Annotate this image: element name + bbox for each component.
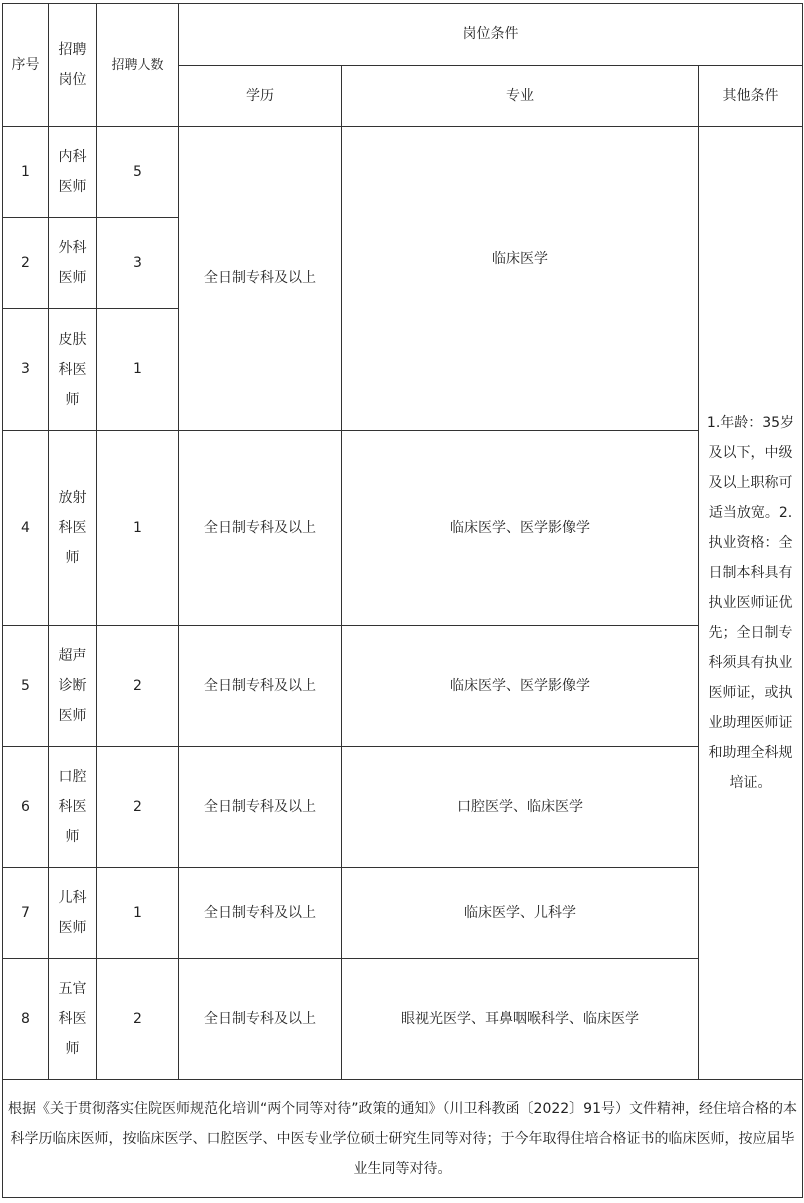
row-seq: 6 bbox=[3, 747, 49, 868]
footnote: 根据《关于贯彻落实住院医师规范化培训“两个同等对待”政策的通知》（川卫科教函〔2022〕91号）文件精神，经住培合格的本科学历临床医师，按临床医学、口腔医学、中医专业学位硕士研究生同等对待；于今年取得住培合格证书的临床医师，按应届毕业生同等对待。 bbox=[3, 1080, 803, 1198]
row-education: 全日制专科及以上 bbox=[179, 431, 342, 626]
row-major: 临床医学、儿科学 bbox=[342, 868, 699, 959]
row-count: 1 bbox=[97, 309, 179, 431]
header-education: 学历 bbox=[179, 66, 342, 127]
row-major: 眼视光医学、耳鼻咽喉科学、临床医学 bbox=[342, 959, 699, 1080]
row-education: 全日制专科及以上 bbox=[179, 127, 342, 431]
row-seq: 3 bbox=[3, 309, 49, 431]
row-count: 3 bbox=[97, 218, 179, 309]
row-post: 放射科医师 bbox=[49, 431, 97, 626]
header-major: 专业 bbox=[342, 66, 699, 127]
row-post: 口腔科医师 bbox=[49, 747, 97, 868]
row-count: 1 bbox=[97, 868, 179, 959]
header-count: 招聘人数 bbox=[97, 4, 179, 127]
row-seq: 5 bbox=[3, 626, 49, 747]
other-conditions: 1.年龄：35岁及以下，中级及以上职称可适当放宽。2.执业资格：全日制本科具有执业医师证优先；全日制专科须具有执业医师证，或执业助理医师证和助理全科规培证。 bbox=[699, 127, 803, 1080]
row-major: 口腔医学、临床医学 bbox=[342, 747, 699, 868]
row-major: 临床医学、医学影像学 bbox=[342, 431, 699, 626]
row-education: 全日制专科及以上 bbox=[179, 626, 342, 747]
row-count: 2 bbox=[97, 626, 179, 747]
row-seq: 7 bbox=[3, 868, 49, 959]
row-post: 超声诊断医师 bbox=[49, 626, 97, 747]
row-education: 全日制专科及以上 bbox=[179, 747, 342, 868]
row-count: 2 bbox=[97, 959, 179, 1080]
row-count: 5 bbox=[97, 127, 179, 218]
row-count: 1 bbox=[97, 431, 179, 626]
recruitment-table bbox=[2, 3, 803, 1198]
header-seq: 序号 bbox=[3, 4, 49, 127]
row-post: 内科医师 bbox=[49, 127, 97, 218]
header-other: 其他条件 bbox=[699, 66, 803, 127]
row-post: 外科医师 bbox=[49, 218, 97, 309]
row-count: 2 bbox=[97, 747, 179, 868]
header-conditions: 岗位条件 bbox=[179, 4, 803, 66]
row-post: 五官科医师 bbox=[49, 959, 97, 1080]
header-post: 招聘岗位 bbox=[49, 4, 97, 127]
row-education: 全日制专科及以上 bbox=[179, 959, 342, 1080]
row-post: 皮肤科医师 bbox=[49, 309, 97, 431]
row-major: 临床医学 bbox=[342, 127, 699, 431]
row-seq: 4 bbox=[3, 431, 49, 626]
row-education: 全日制专科及以上 bbox=[179, 868, 342, 959]
row-post: 儿科医师 bbox=[49, 868, 97, 959]
row-seq: 2 bbox=[3, 218, 49, 309]
row-major: 临床医学、医学影像学 bbox=[342, 626, 699, 747]
row-seq: 1 bbox=[3, 127, 49, 218]
row-seq: 8 bbox=[3, 959, 49, 1080]
